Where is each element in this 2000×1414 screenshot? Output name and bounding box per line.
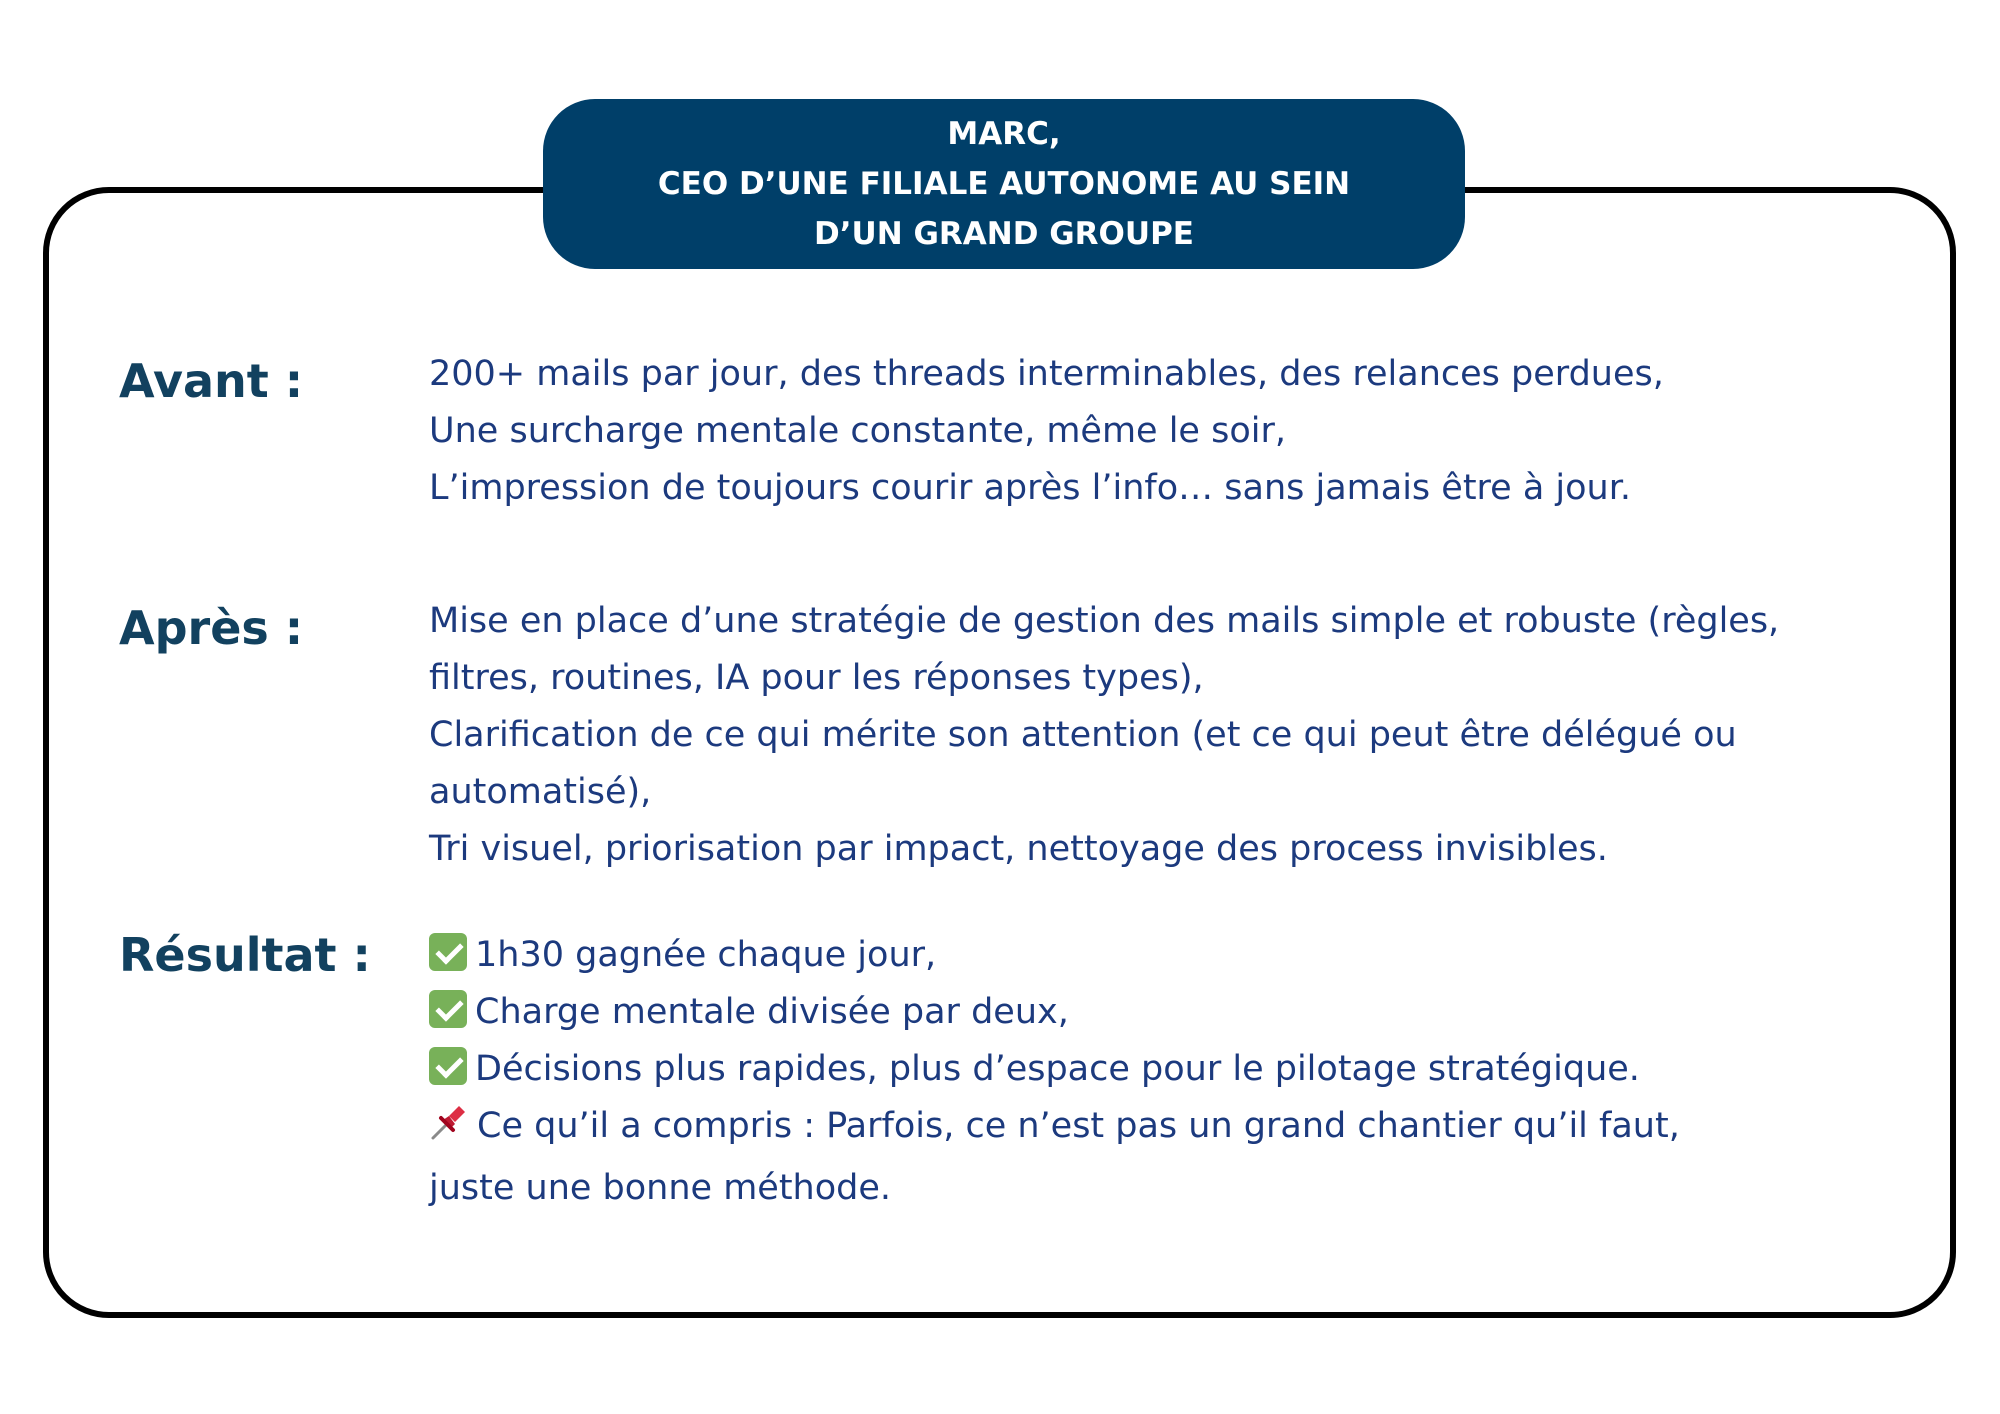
- check-mark-icon: [429, 990, 467, 1028]
- apres-text: [429, 593, 1849, 878]
- resultat-label: Résultat :: [119, 928, 371, 982]
- check-mark-icon: [429, 933, 467, 971]
- result-item: [429, 1041, 1849, 1098]
- result-item-text: Charge mentale divisée par deux,: [475, 992, 1069, 1032]
- result-item: [429, 927, 1849, 984]
- pushpin-icon: [429, 1102, 469, 1160]
- apres-line: automatisé),: [429, 772, 652, 812]
- apres-line: Clarification de ce qui mérite son attention (et ce qui peut être délégué ou: [429, 715, 1737, 755]
- result-item: [429, 984, 1849, 1041]
- title-banner: [543, 99, 1465, 269]
- title-line: D’UN GRAND GROUPE: [814, 216, 1194, 252]
- apres-label: Après :: [119, 601, 304, 655]
- avant-line: L’impression de toujours courir après l’info… sans jamais être à jour.: [429, 468, 1632, 508]
- resultat-text: [429, 927, 1849, 1217]
- result-closing-line: juste une bonne méthode.: [429, 1168, 892, 1208]
- result-item: [429, 1098, 1849, 1160]
- avant-text: [429, 346, 1849, 517]
- apres-line: Mise en place d’une stratégie de gestion des mails simple et robuste (règles,: [429, 601, 1780, 641]
- apres-line: filtres, routines, IA pour les réponses types),: [429, 658, 1204, 698]
- result-item-text: 1h30 gagnée chaque jour,: [475, 935, 937, 975]
- title-line: CEO D’UNE FILIALE AUTONOME AU SEIN: [657, 166, 1351, 202]
- avant-line: Une surcharge mentale constante, même le soir,: [429, 411, 1286, 451]
- result-item-text: Décisions plus rapides, plus d’espace pour le pilotage stratégique.: [475, 1049, 1640, 1089]
- result-item-text: Ce qu’il a compris : Parfois, ce n’est pas un grand chantier qu’il faut,: [477, 1106, 1680, 1146]
- check-mark-icon: [429, 1047, 467, 1085]
- avant-label: Avant :: [119, 354, 304, 408]
- title-line: MARC,: [947, 116, 1061, 152]
- apres-line: Tri visuel, priorisation par impact, nettoyage des process invisibles.: [429, 829, 1608, 869]
- avant-line: 200+ mails par jour, des threads interminables, des relances perdues,: [429, 354, 1664, 394]
